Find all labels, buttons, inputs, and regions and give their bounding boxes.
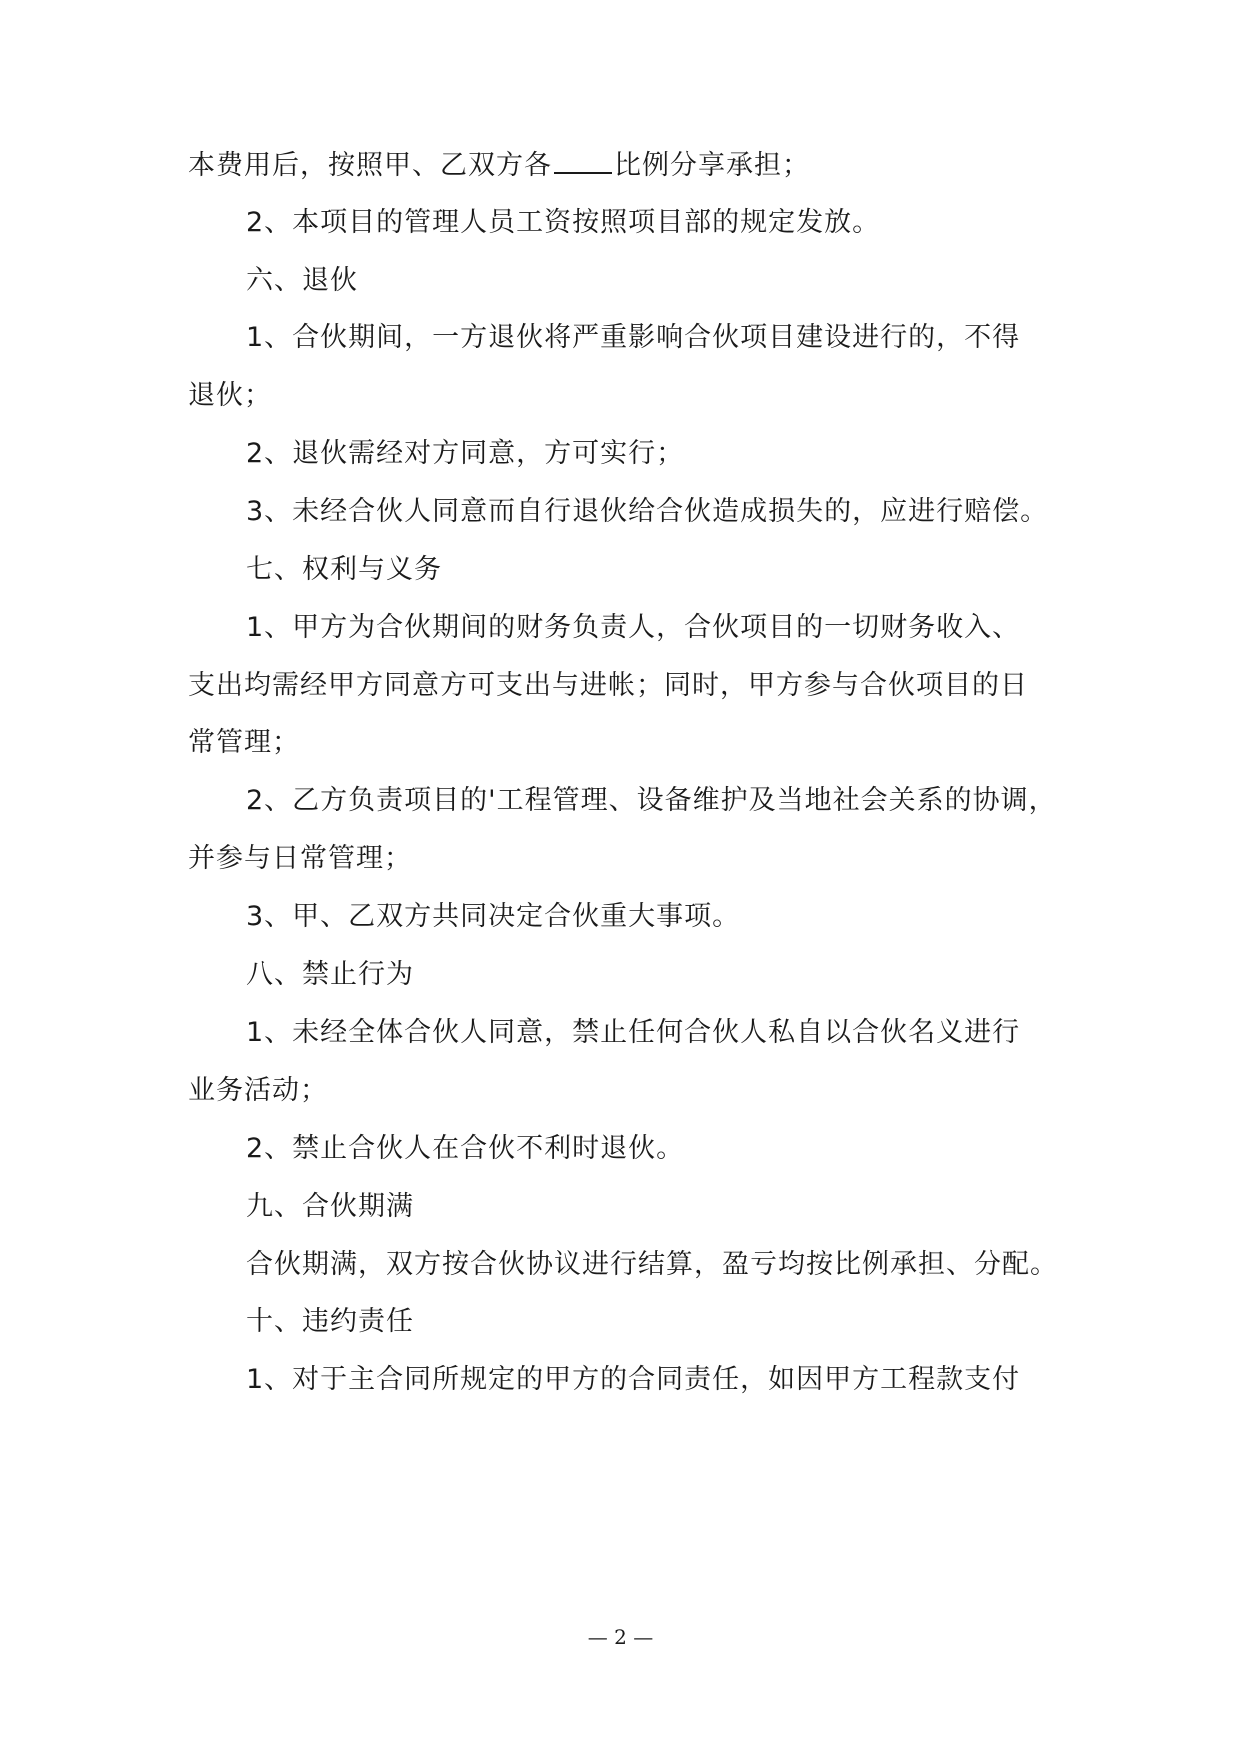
text-line-1-end: 比例分享承担； — [614, 150, 810, 181]
text-line-16: 1、未经全体合伙人同意，禁止任何合伙人私自以合伙名义进行 — [246, 1017, 1021, 1048]
text-line-17: 业务活动； — [188, 1075, 328, 1106]
text-line-2: 2、本项目的管理人员工资按照项目部的规定发放。 — [246, 207, 881, 238]
text-line-1 — [188, 146, 1068, 186]
text-line-18: 2、禁止合伙人在合伙不利时退伙。 — [246, 1133, 685, 1164]
section-heading-withdrawal: 六、退伙 — [246, 265, 358, 296]
section-heading-rights: 七、权利与义务 — [246, 554, 442, 585]
text-line-22: 1、对于主合同所规定的甲方的合同责任，如因甲方工程款支付 — [246, 1364, 1021, 1395]
section-heading-prohibited: 八、禁止行为 — [246, 959, 414, 990]
text-line-7: 3、未经合伙人同意而自行退伙给合伙造成损失的，应进行赔偿。 — [246, 496, 1049, 527]
text-line-11: 常管理； — [188, 727, 300, 758]
text-line-12: 2、乙方负责项目的'工程管理、设备维护及当地社会关系的协调， — [246, 785, 1057, 816]
fill-in-blank — [554, 146, 612, 174]
text-line-10: 支出均需经甲方同意方可支出与进帐；同时，甲方参与合伙项目的日 — [188, 670, 1028, 701]
text-line-1-start: 本费用后，按照甲、乙双方各 — [188, 150, 552, 181]
section-heading-expiry: 九、合伙期满 — [246, 1191, 414, 1222]
text-line-20: 合伙期满，双方按合伙协议进行结算，盈亏均按比例承担、分配。 — [246, 1249, 1058, 1280]
text-line-5: 退伙； — [188, 380, 272, 411]
section-heading-liability: 十、违约责任 — [246, 1306, 414, 1337]
page-number: — 2 — — [587, 1625, 654, 1649]
text-line-14: 3、甲、乙双方共同决定合伙重大事项。 — [246, 901, 741, 932]
text-line-9: 1、甲方为合伙期间的财务负责人，合伙项目的一切财务收入、 — [246, 612, 1021, 643]
text-line-6: 2、退伙需经对方同意，方可实行； — [246, 438, 685, 469]
text-line-4: 1、合伙期间，一方退伙将严重影响合伙项目建设进行的，不得 — [246, 322, 1021, 353]
text-line-13: 并参与日常管理； — [188, 843, 412, 874]
